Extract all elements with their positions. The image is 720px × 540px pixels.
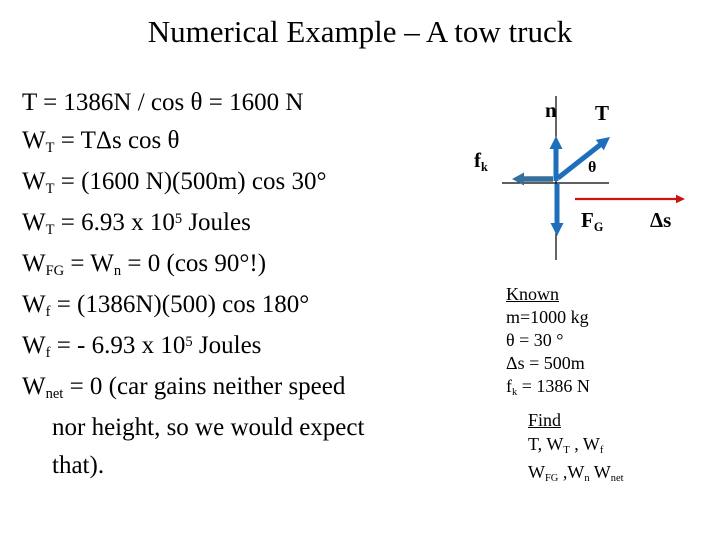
text-segment: W	[528, 462, 545, 482]
known-line	[506, 306, 590, 329]
text-segment: W	[22, 209, 46, 236]
text-segment: T	[563, 445, 570, 457]
text-segment: = W	[64, 250, 114, 277]
text-segment: W	[22, 168, 46, 195]
text-segment: f	[45, 345, 51, 362]
text-segment: T	[45, 181, 55, 198]
text-segment: W	[22, 127, 46, 154]
text-segment: 5	[185, 334, 193, 351]
known-line	[506, 352, 590, 375]
force-diagram	[440, 80, 720, 270]
text-segment: W	[22, 250, 46, 277]
text-segment: W	[22, 291, 46, 318]
text-segment: = TΔs cos θ	[54, 127, 180, 154]
text-segment: Δs = 500m	[506, 353, 585, 373]
text-segment: FG	[545, 473, 559, 485]
normal-force-label	[545, 100, 557, 121]
gravity-arrow-head	[551, 223, 564, 236]
text-segment: f	[45, 304, 51, 321]
text-segment: = 0 (car gains neither speed	[63, 373, 346, 400]
text-segment: = (1386N)(500) cos 180°	[50, 291, 310, 318]
slide-title: Numerical Example – A tow truck	[147, 14, 573, 49]
text-segment: W	[22, 373, 46, 400]
displacement-label	[650, 210, 671, 231]
theta-angle-label	[588, 160, 596, 176]
find-lines	[528, 432, 624, 488]
known-lines	[506, 306, 590, 401]
text-segment: = 0 (cos 90°!)	[121, 250, 267, 277]
text-segment: = (1600 N)(500m) cos 30°	[54, 168, 327, 195]
text-segment: FG	[45, 263, 65, 280]
text-segment: m=1000 kg	[506, 307, 589, 327]
text-segment: Δs	[650, 208, 672, 232]
find-heading: Find	[528, 410, 562, 430]
equation-line	[22, 368, 467, 409]
text-segment: nor height, so we would expect	[52, 414, 365, 441]
text-segment: T	[45, 222, 55, 239]
text-segment: W	[22, 332, 46, 359]
equation-line	[22, 286, 467, 327]
force-diagram-svg	[440, 80, 720, 270]
equations-block	[22, 84, 467, 485]
equation-line	[22, 204, 467, 245]
text-segment: that).	[52, 452, 105, 479]
text-segment: = 1386 N	[517, 376, 590, 396]
text-segment: = 6.93 x 10	[54, 209, 175, 236]
normal-arrow-head	[550, 136, 563, 149]
tension-label	[595, 103, 609, 124]
text-segment: T	[45, 140, 55, 157]
equation-line	[22, 84, 467, 122]
equation-line	[22, 447, 467, 485]
text-segment: = - 6.93 x 10	[50, 332, 186, 359]
text-segment: G	[593, 219, 604, 234]
find-box	[528, 408, 624, 488]
text-segment: f	[506, 376, 512, 396]
text-segment: n	[113, 263, 122, 280]
known-heading: Known	[506, 284, 559, 304]
text-segment: Joules	[192, 332, 262, 359]
equation-line	[22, 122, 467, 163]
text-segment: net	[45, 386, 64, 403]
known-line	[506, 329, 590, 352]
text-segment: f	[474, 148, 481, 172]
text-segment: net	[610, 473, 624, 485]
equation-line	[22, 163, 467, 204]
find-line	[528, 460, 624, 488]
known-box	[506, 283, 590, 401]
text-segment: T, W	[528, 434, 564, 454]
text-segment: T = 1386N / cos θ = 1600 N	[22, 89, 304, 116]
text-segment: θ = 30 °	[506, 330, 564, 350]
equation-line	[22, 409, 467, 447]
find-line	[528, 432, 624, 460]
text-segment: T	[595, 101, 610, 125]
text-segment: F	[581, 208, 594, 232]
text-segment: k	[512, 387, 518, 399]
text-segment: n	[545, 98, 557, 122]
text-segment: W	[589, 462, 611, 482]
text-segment: k	[481, 159, 488, 174]
equation-line	[22, 245, 467, 286]
text-segment: f	[599, 445, 604, 457]
known-line	[506, 375, 590, 401]
text-segment: , W	[569, 434, 600, 454]
text-segment: ,W	[558, 462, 585, 482]
equation-line	[22, 327, 467, 368]
text-segment: θ	[588, 159, 597, 176]
text-segment: Joules	[182, 209, 251, 236]
text-segment: 5	[174, 211, 183, 228]
text-segment: n	[584, 473, 590, 485]
gravity-force-label	[581, 208, 604, 234]
displacement-arrow-head	[676, 195, 685, 203]
friction-label	[474, 148, 488, 174]
